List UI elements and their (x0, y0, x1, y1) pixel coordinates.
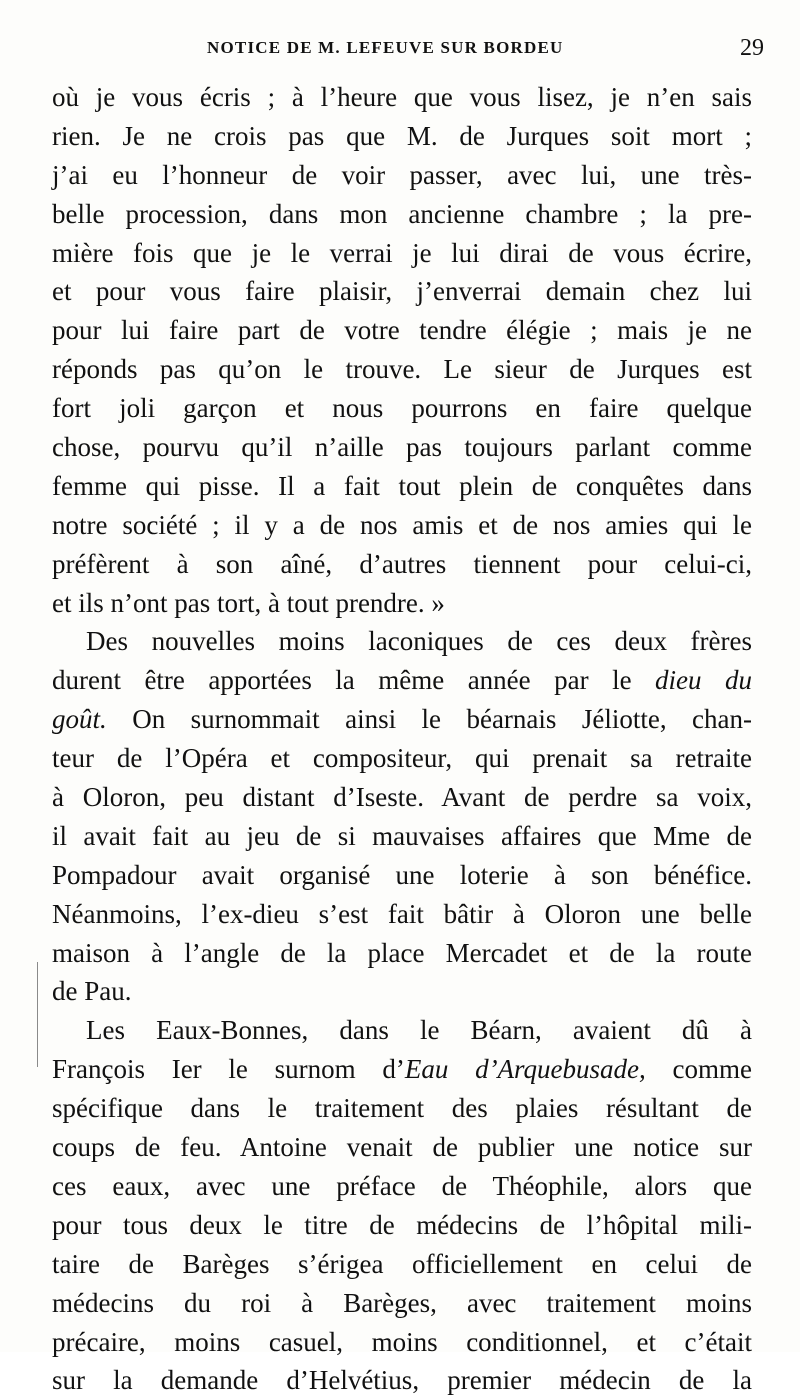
text-line: j’ai eu l’honneur de voir passer, avec lui, une très- (52, 159, 752, 190)
italic-text: Eau d’Arquebusade, (404, 1054, 646, 1085)
text-line: femme qui pisse. Il a fait tout plein de conquêtes dans (52, 470, 752, 501)
text-line: Néanmoins, l’ex-dieu s’est fait bâtir à Oloron une belle (52, 898, 752, 929)
text-line: maison à l’angle de la place Mercadet et de la route (52, 937, 752, 968)
text-line: sur la demande d’Helvétius, premier médecin de la (52, 1365, 752, 1396)
italic-text: goût. (52, 704, 107, 735)
text-line: où je vous écris ; à l’heure que vous lisez, je n’en sais (52, 82, 752, 112)
text-line: et pour vous faire plaisir, j’enverrai demain chez lui (52, 276, 752, 307)
text-line: François Ier le surnom d’Eau d’Arquebusade, comme (52, 1054, 752, 1085)
text-line: et ils n’ont pas tort, à tout prendre. » (52, 587, 445, 618)
text-line: ces eaux, avec une préface de Théophile, alors que (52, 1170, 752, 1201)
text-line: réponds pas qu’on le trouve. Le sieur de Jurques est (52, 354, 752, 385)
text-line: préfèrent à son aîné, d’autres tiennent pour celui-ci, (52, 548, 752, 579)
text-line: goût. On surnommait ainsi le béarnais Jéliotte, chan- (52, 704, 752, 735)
text-line: notre société ; il y a de nos amis et de nos amies qui le (52, 509, 752, 540)
text-line: coups de feu. Antoine venait de publier une notice sur (52, 1132, 752, 1163)
margin-rule (37, 962, 38, 1067)
body-text (52, 78, 752, 1400)
text-line: taire de Barèges s’érigea officiellement en celui de (52, 1248, 752, 1279)
text-line: à Oloron, peu distant d’Iseste. Avant de perdre sa voix, (52, 782, 752, 813)
italic-text: dieu du (655, 665, 752, 696)
text-line: rien. Je ne crois pas que M. de Jurques soit mort ; (52, 120, 752, 151)
text-line: durent être apportées la même année par le dieu du (52, 665, 752, 696)
text-line: Pompadour avait organisé une loterie à son bénéfice. (52, 859, 752, 890)
text-line: chose, pourvu qu’il n’aille pas toujours parlant comme (52, 432, 752, 463)
page-number: 29 (740, 35, 764, 61)
text-line: teur de l’Opéra et compositeur, qui prenait sa retraite (52, 743, 752, 774)
running-head (52, 35, 764, 68)
text-line: précaire, moins casuel, moins conditionnel, et c’était (52, 1326, 752, 1357)
text-line: pour tous deux le titre de médecins de l’hôpital mili- (52, 1209, 752, 1240)
paragraph-start-line: Des nouvelles moins laconiques de ces deux frères (86, 626, 752, 657)
text-line: il avait fait au jeu de si mauvaises affaires que Mme de (52, 820, 752, 851)
text-line: pour lui faire part de votre tendre élégie ; mais je ne (52, 315, 752, 346)
text-line: fort joli garçon et nous pourrons en faire quelque (52, 393, 752, 424)
text-line: de Pau. (52, 976, 132, 1007)
paragraph-start-line: Les Eaux-Bonnes, dans le Béarn, avaient dû à (86, 1015, 752, 1046)
text-line: spécifique dans le traitement des plaies résultant de (52, 1093, 752, 1124)
text-line: médecins du roi à Barèges, avec traitement moins (52, 1287, 752, 1318)
text-line: mière fois que je le verrai je lui dirai de vous écrire, (52, 237, 752, 268)
text-line: belle procession, dans mon ancienne chambre ; la pre- (52, 198, 752, 229)
running-title: NOTICE DE M. LEFEUVE SUR BORDEU (207, 38, 564, 57)
